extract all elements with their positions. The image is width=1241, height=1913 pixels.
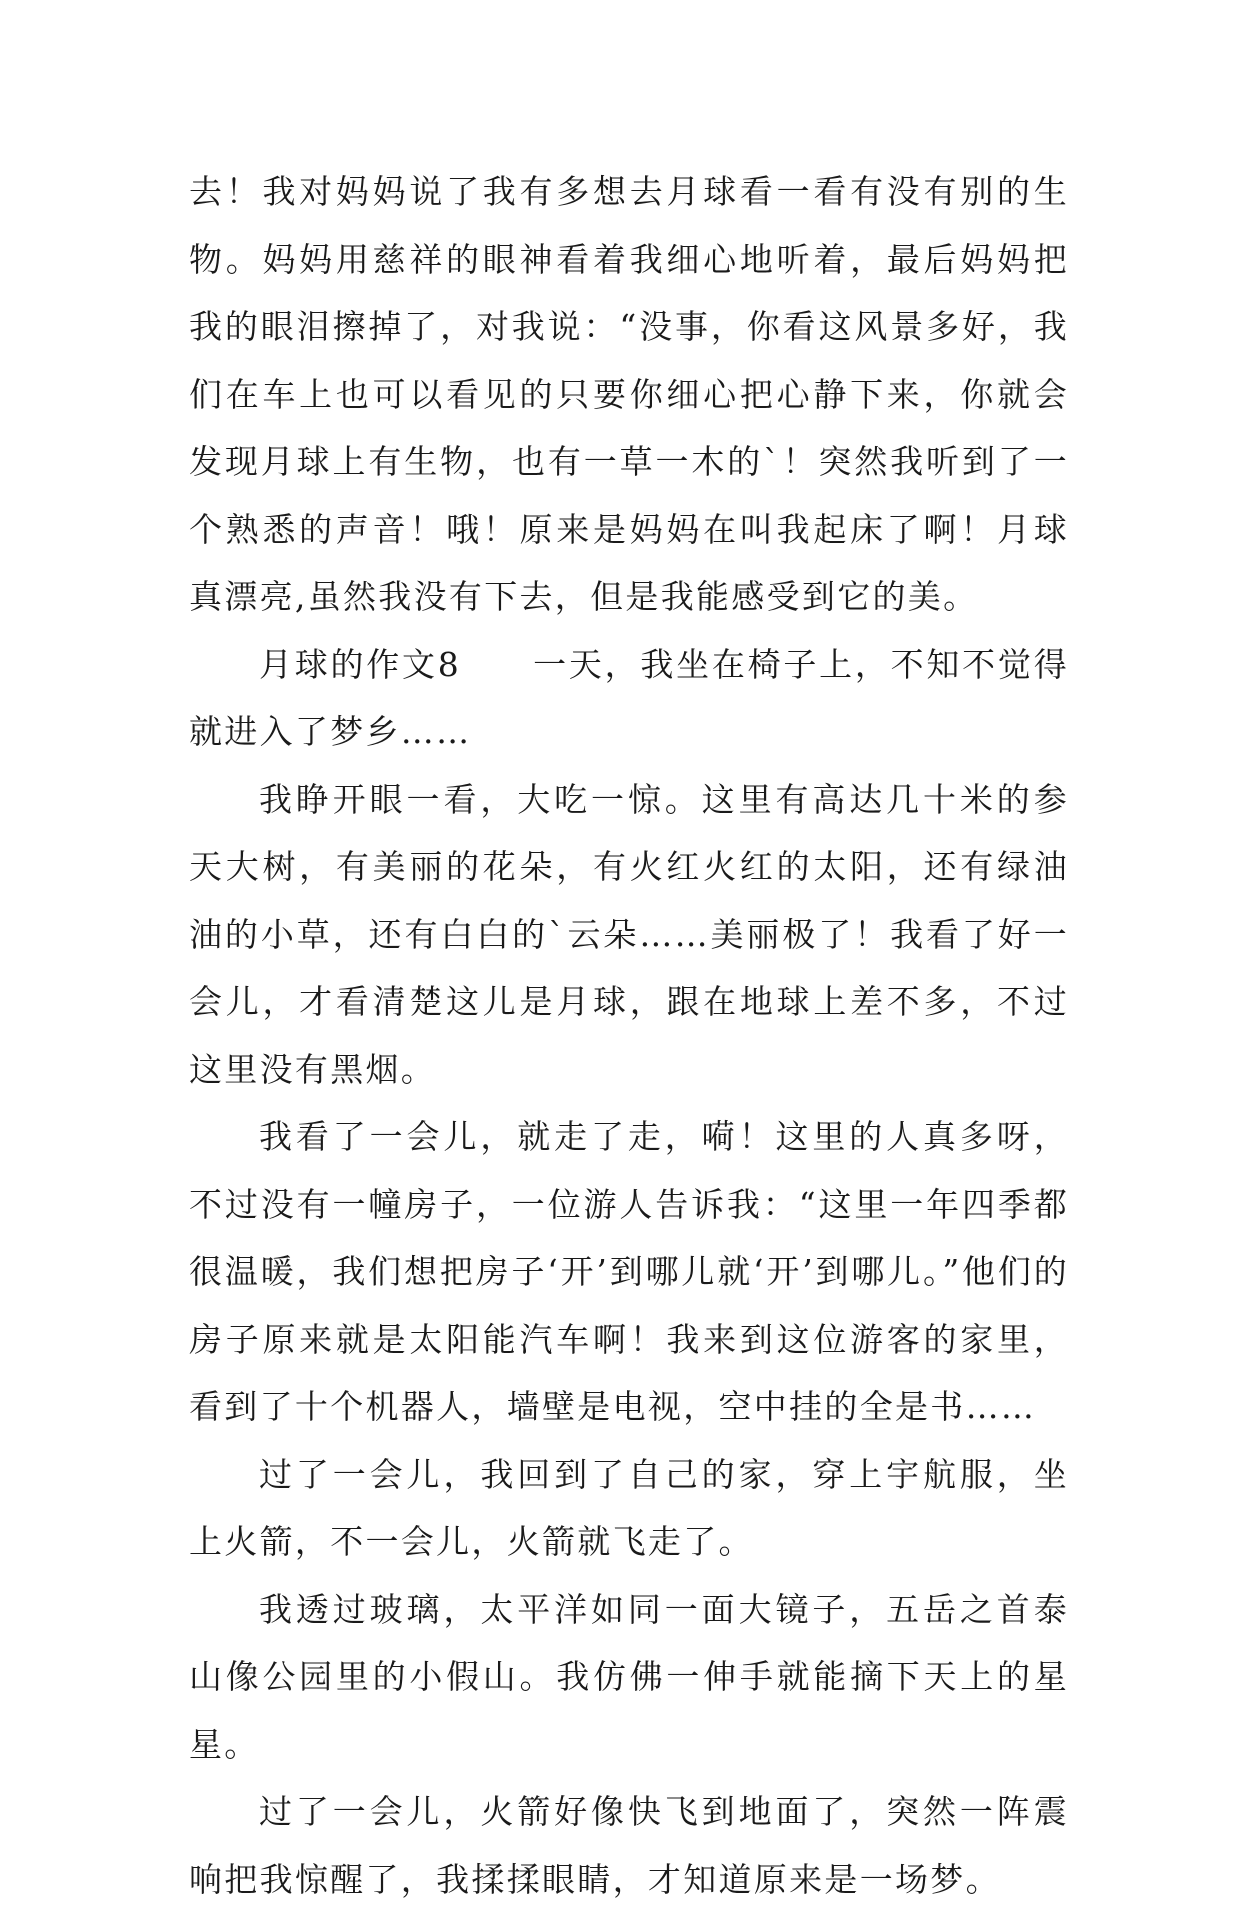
paragraph: 我透过玻璃，太平洋如同一面大镜子，五岳之首泰山像公园里的小假山。我仿佛一伸手就能摘下天上的星星。 <box>189 1589 1069 1764</box>
paragraph-continued: 去！我对妈妈说了我有多想去月球看一看有没有别的生物。妈妈用慈祥的眼神看着我细心地听着，最后妈妈把我的眼泪擦掉了，对我说：“没事，你看这风景多好，我们在车上也可以看见的只要你细心把心静下来，你就会发现月球上有生物，也有一草一木的`！突然我听到了一个熟悉的声音！哦！原来是妈妈在叫我起床了啊！月球真漂亮,虽然我没有下去，但是我能感受到它的美。 <box>189 172 1069 616</box>
paragraph: 过了一会儿，火箭好像快飞到地面了，突然一阵震响把我惊醒了，我揉揉眼睛，才知道原来是一场梦。 <box>189 1792 1069 1899</box>
paragraph: 我看了一会儿，就走了走，嗬！这里的人真多呀，不过没有一幢房子，一位游人告诉我：“这里一年四季都很温暖，我们想把房子‘开’到哪儿就‘开’到哪儿。”他们的房子原来就是太阳能汽车啊！我来到这位游客的家里，看到了十个机器人，墙壁是电视，空中挂的全是书…… <box>189 1117 1069 1426</box>
document-body <box>189 158 1069 1913</box>
paragraph: 过了一会儿，我回到了自己的家，穿上宇航服，坐上火箭，不一会儿，火箭就飞走了。 <box>189 1454 1069 1561</box>
paragraph-essay-heading: 月球的作文8 一天，我坐在椅子上，不知不觉得就进入了梦乡…… <box>189 644 1069 751</box>
paragraph: 我睁开眼一看，大吃一惊。这里有高达几十米的参天大树，有美丽的花朵，有火红火红的太阳，还有绿油油的小草，还有白白的`云朵……美丽极了！我看了好一会儿，才看清楚这儿是月球，跟在地球上差不多，不过这里没有黑烟。 <box>189 779 1069 1089</box>
